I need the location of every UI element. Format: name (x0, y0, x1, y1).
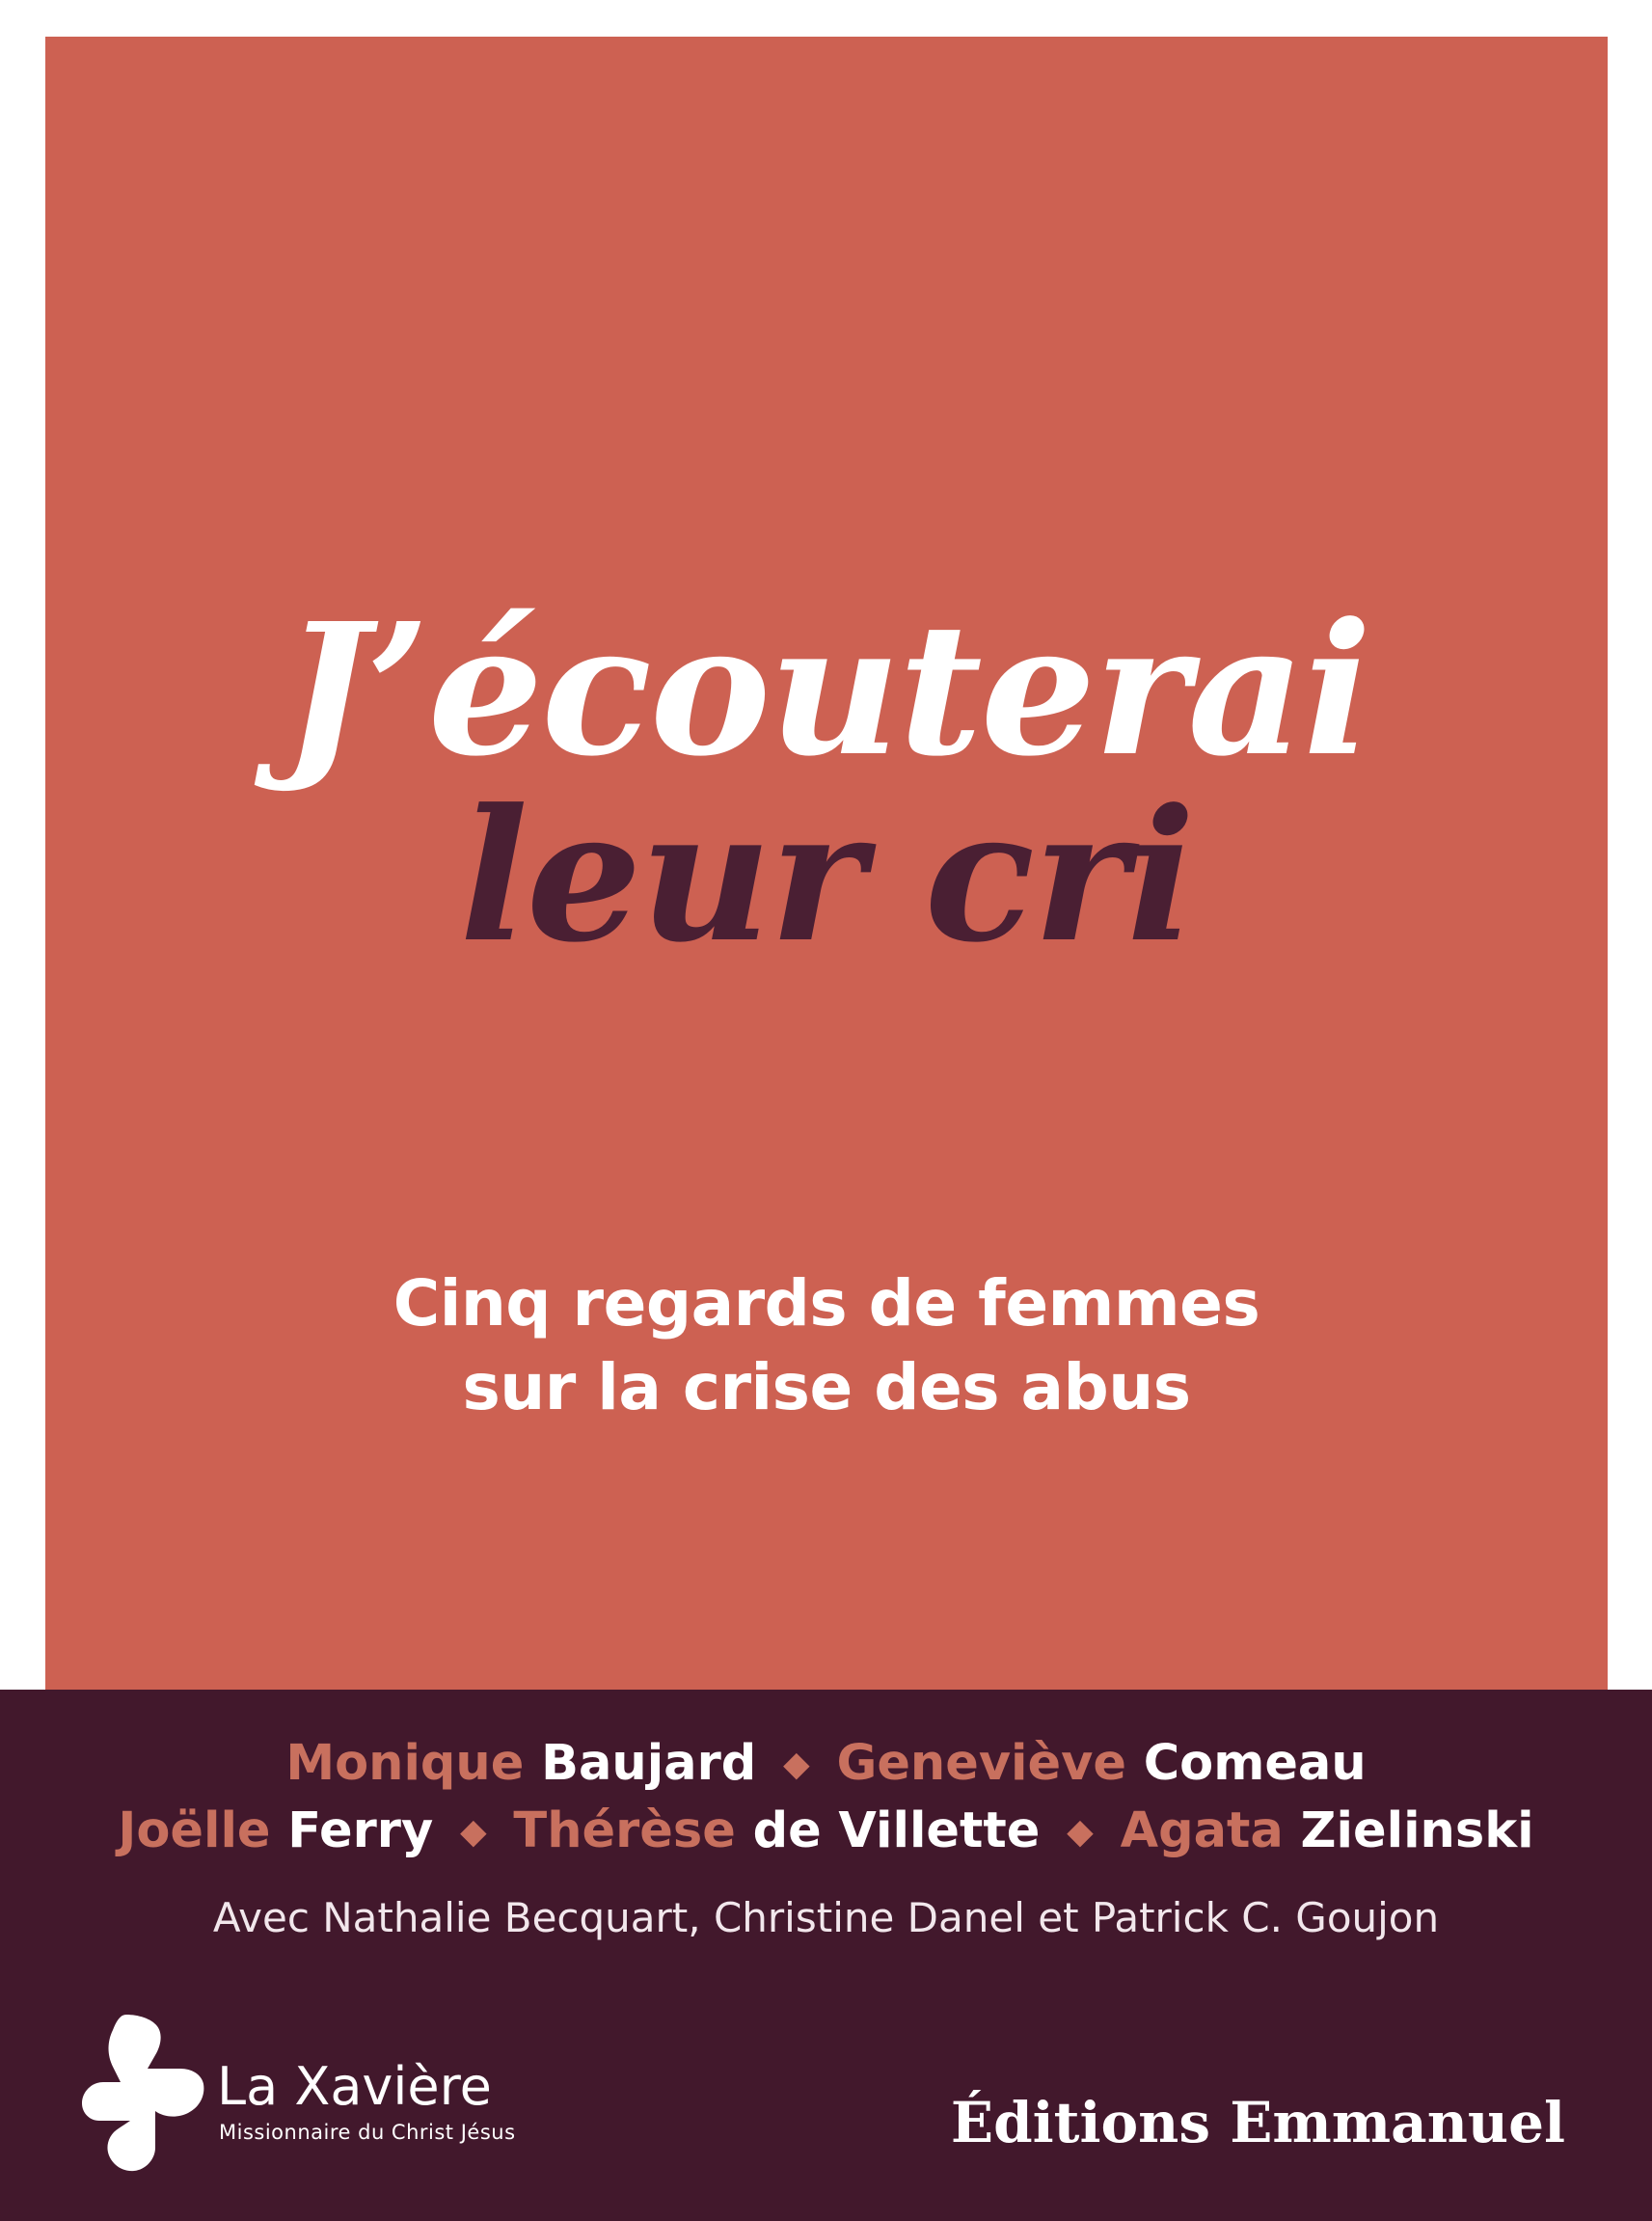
authors-row-1 (0, 1730, 1652, 1798)
cover-bottom-panel (0, 1690, 1652, 2221)
diamond-separator-icon: ◆ (459, 1812, 487, 1853)
author-first-name: Thérèse (513, 1802, 736, 1860)
author-last-name: Baujard (541, 1735, 757, 1792)
cross-icon (80, 2013, 205, 2172)
book-subtitle (45, 1261, 1608, 1429)
la-xaviere-name: La Xavière (217, 2056, 492, 2117)
diamond-separator-icon: ◆ (1067, 1812, 1094, 1853)
la-xaviere-logo (72, 2013, 535, 2181)
author-last-name: Comeau (1143, 1735, 1367, 1792)
diamond-separator-icon: ◆ (783, 1745, 810, 1784)
author-first-name: Joëlle (118, 1802, 271, 1860)
book-title (45, 583, 1608, 983)
authors-list (0, 1730, 1652, 1866)
title-line-1: J’écouterai (283, 583, 1370, 797)
author-first-name: Monique (285, 1735, 525, 1792)
author-last-name: Ferry (287, 1802, 434, 1860)
author-first-name: Geneviève (836, 1735, 1126, 1792)
title-line-2: leur cri (459, 769, 1194, 983)
author-first-name: Agata (1120, 1802, 1284, 1860)
authors-row-2 (0, 1798, 1652, 1865)
contributors-line: Avec Nathalie Becquart, Christine Danel et Patrick C. Goujon (212, 1894, 1440, 1941)
subtitle-line-1: Cinq regards de femmes (393, 1266, 1260, 1341)
publisher-name: Éditions Emmanuel (950, 2090, 1565, 2155)
la-xaviere-tagline: Missionnaire du Christ Jésus (219, 2121, 516, 2144)
author-last-name: de Villette (752, 1802, 1041, 1860)
cover-top-panel (45, 37, 1608, 1690)
subtitle-line-2: sur la crise des abus (462, 1350, 1191, 1425)
author-last-name: Zielinski (1300, 1802, 1534, 1860)
